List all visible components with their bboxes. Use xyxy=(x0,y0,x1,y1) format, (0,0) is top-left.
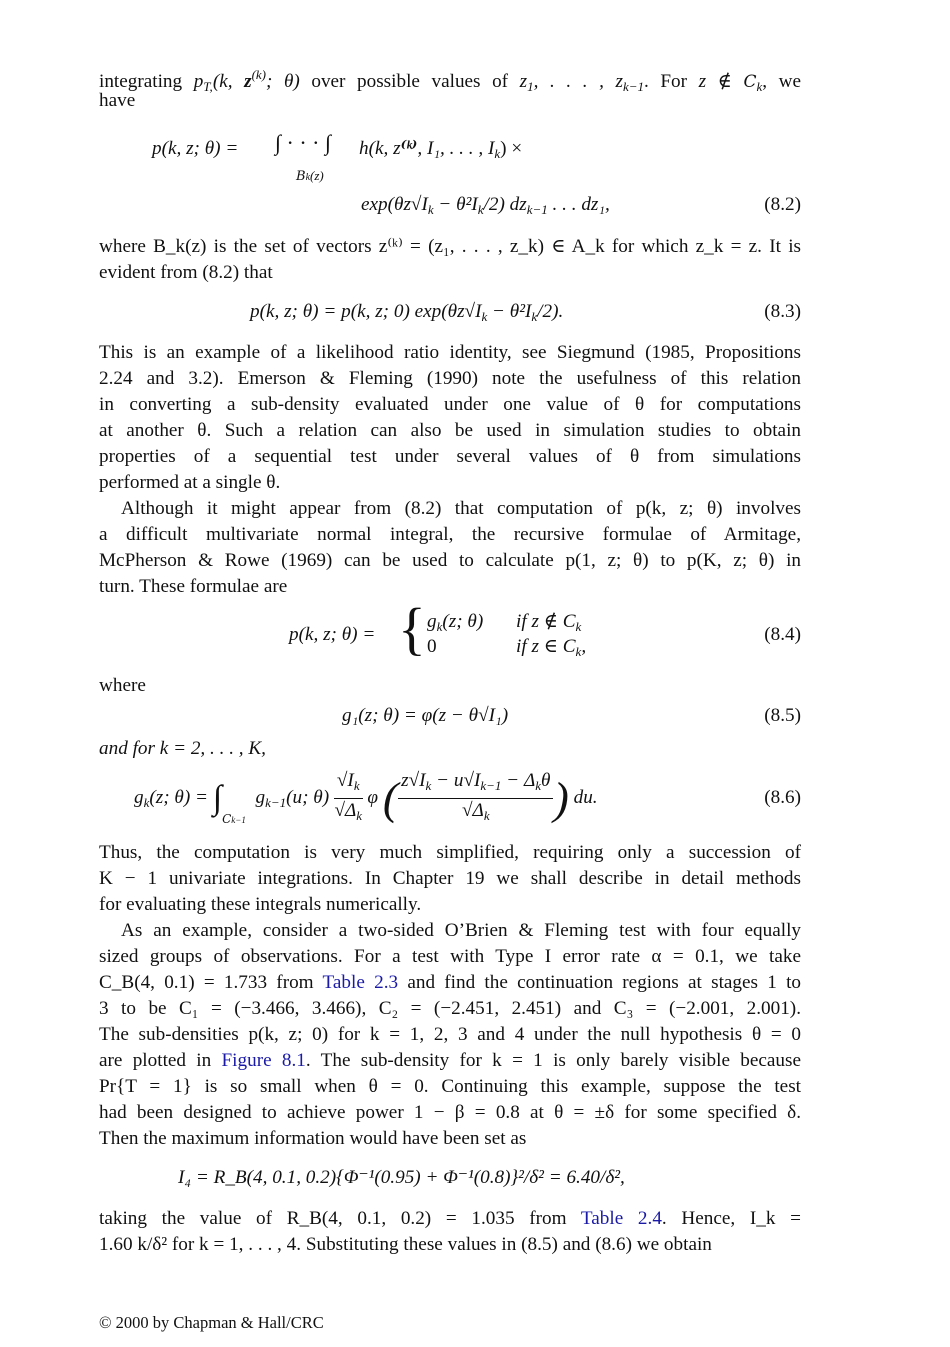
eq85-number: (8.5) xyxy=(764,705,801,726)
formula-z-notin: z ∉ $C_k$ xyxy=(698,71,763,94)
text-line: This is an example of a likelihood ratio identity, see Siegmund (1985, Propositions xyxy=(99,342,801,363)
eq82-integrand: h(k, z⁽ᵏ⁾, I₁, . . . , $I_k$) × xyxy=(359,138,523,161)
eq82-number: (8.2) xyxy=(764,194,801,215)
text-line: turn. These formulae are xyxy=(99,576,288,597)
eq82-domain: Bk(z) xyxy=(296,168,324,184)
eq84-case1-condition: if z ∉ $C_k$ xyxy=(516,611,582,634)
text-line: for evaluating these integrals numerically. xyxy=(99,894,422,915)
text-line: taking the value of R_B(4, 0.1, 0.2) = 1.035 from Table 2.4. Hence, I_k = xyxy=(99,1208,801,1229)
text-line: Although it might appear from (8.2) that computation of p(k, z; θ) involves xyxy=(121,498,801,519)
text-line: Then the maximum information would have been set as xyxy=(99,1128,527,1149)
link-table-2-4[interactable]: Table 2.4 xyxy=(580,1208,662,1229)
text-line: K − 1 univariate integrations. In Chapter 19 we shall describe in detail methods xyxy=(99,868,801,889)
text-line: in converting a sub-density evaluated under one value of θ for computations xyxy=(99,394,801,415)
text-line: properties of a sequential test under several values of θ from simulations xyxy=(99,446,801,467)
fraction-standardized: $\frac{z√I_k - u√I_{k-1} - \Delta_k\theta}{√\Delta_k}$ xyxy=(398,769,553,828)
eq82-exp: $\exp(\theta z√I_k - \theta^2I_k/2)$ $dz_{k-1}$ . . . dz₁, xyxy=(361,194,610,217)
text-line: As an example, consider a two-sided O’Brien & Fleming test with four equally xyxy=(121,920,801,941)
text-line: 1.60 k/δ² for k = 1, . . . , 4. Substituting these values in (8.5) and (8.6) we obtain xyxy=(99,1234,712,1255)
formula-z-range: $z_1$, . . . , $z_{k-1}$ xyxy=(519,71,645,94)
eq84-case1-value: $g_k(z$; θ) xyxy=(427,611,484,634)
eq82-lhs: p(k, z; θ) = xyxy=(152,138,239,159)
text-line: performed at a single θ. xyxy=(99,472,281,493)
text-line: a difficult multivariate normal integral, the recursive formulae of Armitage, xyxy=(99,524,801,545)
text-line: McPherson & Rowe (1969) can be used to calculate p(1, z; θ) to p(K, z; θ) in xyxy=(99,550,801,571)
eq83-body: p(k, z; θ) = p(k, z; 0) $\exp(\theta z√I_k - \theta^2I_k/2)$. xyxy=(250,301,564,324)
integral-sign: ∫ xyxy=(212,779,223,817)
text-fragment: . For xyxy=(644,71,699,92)
eq84-brace: { xyxy=(398,596,426,661)
text-fragment: over possible values of xyxy=(299,71,520,92)
text-line: C_B(4, 0.1) = 1.733 from Table 2.3 and find the continuation regions at stages 1 to xyxy=(99,972,802,993)
link-table-2-3[interactable]: Table 2.3 xyxy=(322,972,399,993)
copyright-footer: © 2000 by Chapman & Hall/CRC xyxy=(99,1313,324,1332)
eq84-case2-value: 0 xyxy=(427,636,437,657)
link-figure-8-1[interactable]: Figure 8.1 xyxy=(221,1050,306,1071)
text-line: had been designed to achieve power 1 − β = 0.8 at θ = ±δ for some specified δ. xyxy=(99,1102,801,1123)
eq84-lhs: p(k, z; θ) = xyxy=(289,624,376,645)
eq84-case2-condition: if z ∈ $C_k$, xyxy=(516,636,587,659)
text-line: 2.24 and 3.2). Emerson & Fleming (1990) note the usefulness of this relation xyxy=(99,368,801,389)
formula-pT: $p_{T,}(k$, $z^{(k)}$; θ) xyxy=(193,67,300,94)
eq86-body: $g_k(z$; $\theta) = \int_{Ck-1}$ $g_{k-1}(u$; θ) $\frac{√I_k}{√\Delta_k}$ φ ( $\frac{z√I_k - u√I_{k-1} - \Delta_k\theta}{√\Delta_k}$ ) du. xyxy=(134,766,598,830)
text-line: evident from (8.2) that xyxy=(99,262,273,283)
eq-max-information: I₄ = R_B(4, 0.1, 0.2){Φ⁻¹(0.95) + Φ⁻¹(0.8)}²/δ² = 6.40/δ², xyxy=(178,1167,625,1188)
text-line: Pr{T = 1} is so small when θ = 0. Continuing this example, suppose the test xyxy=(99,1076,801,1097)
text-line: sized groups of observations. For a test with Type I error rate α = 0.1, we take xyxy=(99,946,801,967)
text-line: where xyxy=(99,675,146,696)
text-fragment: integrating xyxy=(99,71,194,92)
text-line: and for k = 2, . . . , K, xyxy=(99,738,266,759)
text-line: have xyxy=(99,90,136,111)
eq85-body: g₁(z; θ) = φ(z − θ√I₁) xyxy=(342,705,509,726)
text-line: where B_k(z) is the set of vectors z⁽ᵏ⁾ = (z₁, . . . , z_k) ∈ A_k for which z_k = z. It is xyxy=(99,236,801,257)
fraction-info-ratio: $\frac{√I_k}{√\Delta_k}$ xyxy=(334,770,363,824)
text-line: are plotted in Figure 8.1. The sub-density for k = 1 is only barely visible because xyxy=(99,1050,801,1071)
eq82-integrals: ∫ · · · ∫ xyxy=(275,130,332,155)
text-line: The sub-densities p(k, z; 0) for k = 1, 2, 3 and 4 under the null hypothesis θ = 0 xyxy=(99,1024,801,1045)
text-line: at another θ. Such a relation can also be used in simulation studies to obtain xyxy=(99,420,801,441)
eq84-number: (8.4) xyxy=(764,624,801,645)
eq83-number: (8.3) xyxy=(764,301,801,322)
text-fragment: , we xyxy=(762,71,801,92)
eq86-number: (8.6) xyxy=(764,787,801,808)
text-line: 3 to be C₁ = (−3.466, 3.466), C₂ = (−2.451, 2.451) and C₃ = (−2.001, 2.001). xyxy=(99,998,801,1019)
text-line: Thus, the computation is very much simplified, requiring only a succession of xyxy=(99,842,801,863)
